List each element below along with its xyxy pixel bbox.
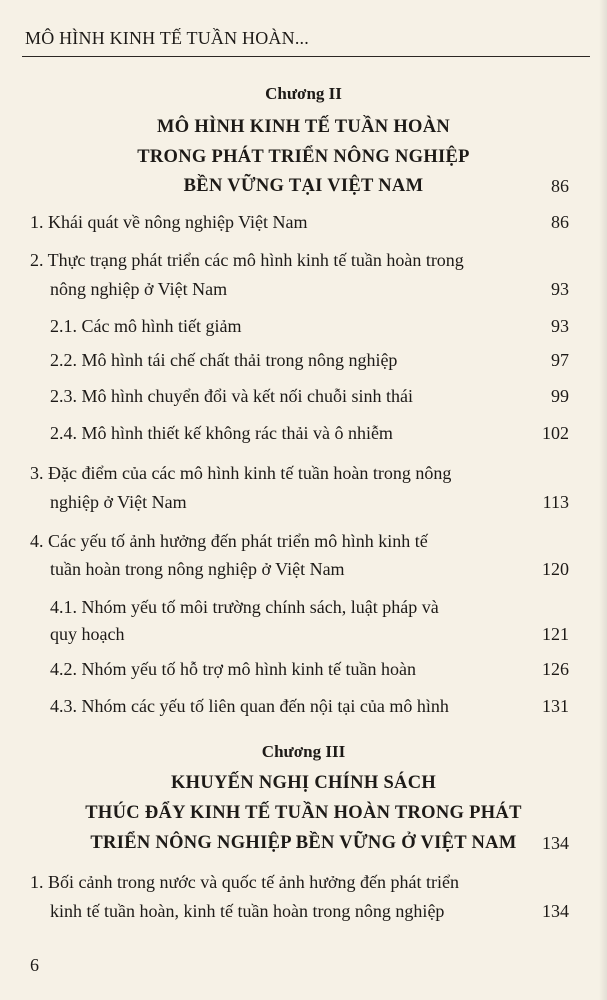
toc-entry-2-line-2: nông nghiệp ở Việt Nam — [50, 279, 228, 299]
toc-entry-4-page: 120 — [542, 559, 569, 579]
toc-entry-3-line-2: nghiệp ở Việt Nam — [50, 492, 187, 512]
toc-entry-1-page: 86 — [551, 212, 569, 232]
toc-entry-3-line-1: 3. Đặc điểm của các mô hình kinh tế tuần hoàn trong nông — [30, 463, 452, 483]
chapter-2-title-line-2: TRONG PHÁT TRIỂN NÔNG NGHIỆP — [137, 147, 470, 167]
chapter-2-title-line-3: BỀN VỮNG TẠI VIỆT NAM — [183, 176, 424, 196]
toc-entry-2-1: 2.1. Các mô hình tiết giảm — [50, 316, 242, 336]
toc-entry-2-2: 2.2. Mô hình tái chế chất thải trong nông nghiệp — [50, 350, 398, 370]
toc-ch3-entry-1-line-1: 1. Bối cảnh trong nước và quốc tế ảnh hưởng đến phát triển — [30, 872, 459, 892]
toc-entry-2-4-page: 102 — [542, 423, 569, 443]
toc-entry-3-page: 113 — [542, 492, 569, 512]
toc-entry-2-4: 2.4. Mô hình thiết kế không rác thải và ô nhiễm — [50, 423, 393, 443]
toc-entry-2-page: 93 — [551, 279, 569, 299]
toc-ch3-entry-1-page: 134 — [542, 901, 569, 921]
toc-ch3-entry-1-line-2: kinh tế tuần hoàn, kinh tế tuần hoàn trong nông nghiệp — [50, 901, 445, 921]
toc-entry-4-3: 4.3. Nhóm các yếu tố liên quan đến nội tại của mô hình — [50, 696, 449, 716]
toc-entry-4-3-page: 131 — [542, 696, 569, 716]
running-header: MÔ HÌNH KINH TẾ TUẦN HOÀN... — [25, 28, 309, 48]
toc-entry-4-1-line-1: 4.1. Nhóm yếu tố môi trường chính sách, luật pháp và — [50, 597, 439, 617]
chapter-3-title-line-3: TRIỂN NÔNG NGHIỆP BỀN VỮNG Ở VIỆT NAM — [90, 833, 517, 853]
chapter-3-page: 134 — [542, 833, 569, 853]
toc-entry-4-2: 4.2. Nhóm yếu tố hỗ trợ mô hình kinh tế tuần hoàn — [50, 659, 416, 679]
toc-entry-4-line-1: 4. Các yếu tố ảnh hưởng đến phát triển mô hình kinh tế — [30, 531, 428, 551]
page-edge-shadow — [599, 0, 607, 1000]
toc-entry-2-1-page: 93 — [551, 316, 569, 336]
toc-entry-2-3: 2.3. Mô hình chuyển đổi và kết nối chuỗi sinh thái — [50, 386, 413, 406]
toc-entry-4-2-page: 126 — [542, 659, 569, 679]
chapter-3-label: Chương III — [261, 742, 346, 761]
header-rule — [22, 56, 590, 57]
toc-entry-2-2-page: 97 — [551, 350, 569, 370]
toc-entry-4-1-page: 121 — [542, 624, 569, 644]
toc-entry-2-3-page: 99 — [551, 386, 569, 406]
toc-entry-4-line-2: tuần hoàn trong nông nghiệp ở Việt Nam — [50, 559, 345, 579]
toc-entry-1: 1. Khái quát về nông nghiệp Việt Nam — [30, 212, 308, 232]
chapter-2-page: 86 — [551, 176, 569, 196]
chapter-3-title-line-2: THÚC ĐẨY KINH TẾ TUẦN HOÀN TRONG PHÁT — [85, 803, 522, 823]
chapter-2-title-line-1: MÔ HÌNH KINH TẾ TUẦN HOÀN — [156, 117, 451, 137]
chapter-2-label: Chương II — [265, 84, 342, 103]
toc-entry-4-1-line-2: quy hoạch — [50, 624, 125, 644]
page-number: 6 — [30, 955, 39, 975]
toc-entry-2-line-1: 2. Thực trạng phát triển các mô hình kinh tế tuần hoàn trong — [30, 250, 464, 270]
chapter-3-title-line-1: KHUYẾN NGHỊ CHÍNH SÁCH — [170, 773, 437, 793]
